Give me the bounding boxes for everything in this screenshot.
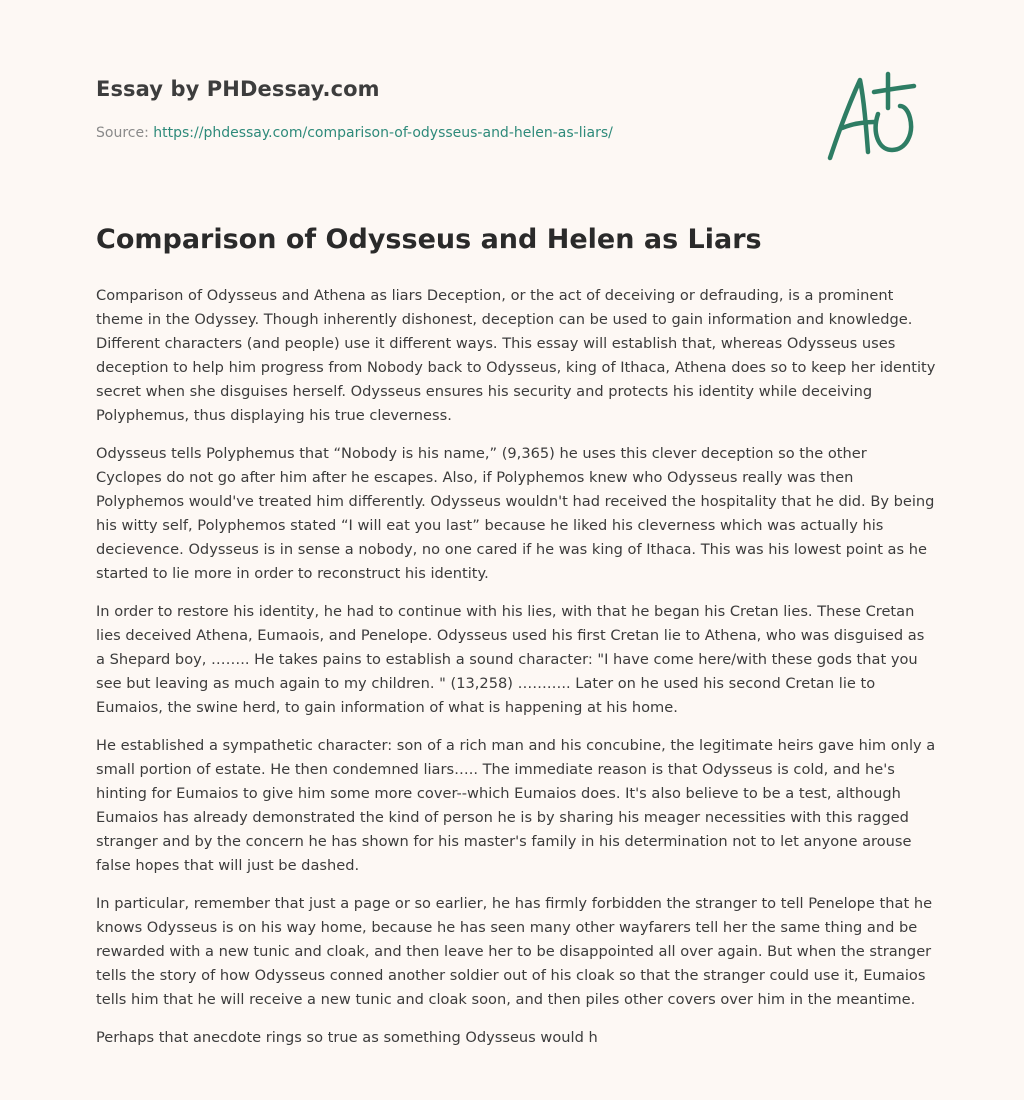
paragraph: He established a sympathetic character: son of a rich man and his concubine, the legitimate heirs gave him only a small portion of estate. He then condemned liars….. The immediate reason is that Odysseus is cold, and he's hinting for Eumaios to give him some more cover--which Eumaios does. It's also believe to be a test, although Eumaios has already demonstrated the kind of person he is by sharing his meager necessities with this ragged stranger and by the concern he has shown for his master's family in his determination not to let anyone arouse false hopes that will just be dashed. (96, 737, 936, 874)
source-line (96, 125, 613, 141)
a-plus-grade-icon (820, 66, 930, 166)
article-title: Comparison of Odysseus and Helen as Liars (96, 224, 762, 255)
article-body (96, 284, 936, 1064)
site-title: Essay by PHDessay.com (96, 77, 380, 101)
paragraph: Comparison of Odysseus and Athena as liars Deception, or the act of deceiving or defrauding, is a prominent theme in the Odyssey. Though inherently dishonest, deception can be used to gain information and knowledge. Different characters (and people) use it different ways. This essay will establish that, whereas Odysseus uses deception to help him progress from Nobody back to Odysseus, king of Ithaca, Athena does so to keep her identity secret when she disguises herself. Odysseus ensures his security and protects his identity while deceiving Polyphemus, thus displaying his true cleverness. (96, 287, 936, 424)
paragraph: In order to restore his identity, he had to continue with his lies, with that he began his Cretan lies. These Cretan lies deceived Athena, Eumaois, and Penelope. Odysseus used his first Cretan lie to Athena, who was disguised as a Shepard boy, …….. He takes pains to establish a sound character: "I have come here/with these gods that you see but leaving as much again to my children. " (13,258) ……….. Later on he used his second Cretan lie to Eumaios, the swine herd, to gain information of what is happening at his home. (96, 603, 925, 716)
source-label: Source: (96, 125, 149, 141)
paragraph: Perhaps that anecdote rings so true as something Odysseus would h (96, 1029, 598, 1046)
paragraph: Odysseus tells Polyphemus that “Nobody is his name,” (9,365) he uses this clever deception so the other Cyclopes do not go after him after he escapes. Also, if Polyphemos knew who Odysseus really was then Polyphemos would've treated him differently. Odysseus wouldn't had received the hospitality that he did. By being his witty self, Polyphemos stated “I will eat you last” because he liked his cleverness which was actually his decievence. Odysseus is in sense a nobody, no one cared if he was king of Ithaca. This was his lowest point as he started to lie more in order to reconstruct his identity. (96, 445, 935, 582)
source-link[interactable]: https://phdessay.com/comparison-of-odysseus-and-helen-as-liars/ (153, 125, 613, 141)
paragraph: In particular, remember that just a page or so earlier, he has firmly forbidden the stranger to tell Penelope that he knows Odysseus is on his way home, because he has seen many other wayfarers tell her the same thing and be rewarded with a new tunic and cloak, and then leave her to be disappointed all over again. But when the stranger tells the story of how Odysseus conned another soldier out of his cloak so that the stranger could use it, Eumaios tells him that he will receive a new tunic and cloak soon, and then piles other covers over him in the meantime. (96, 895, 933, 1008)
